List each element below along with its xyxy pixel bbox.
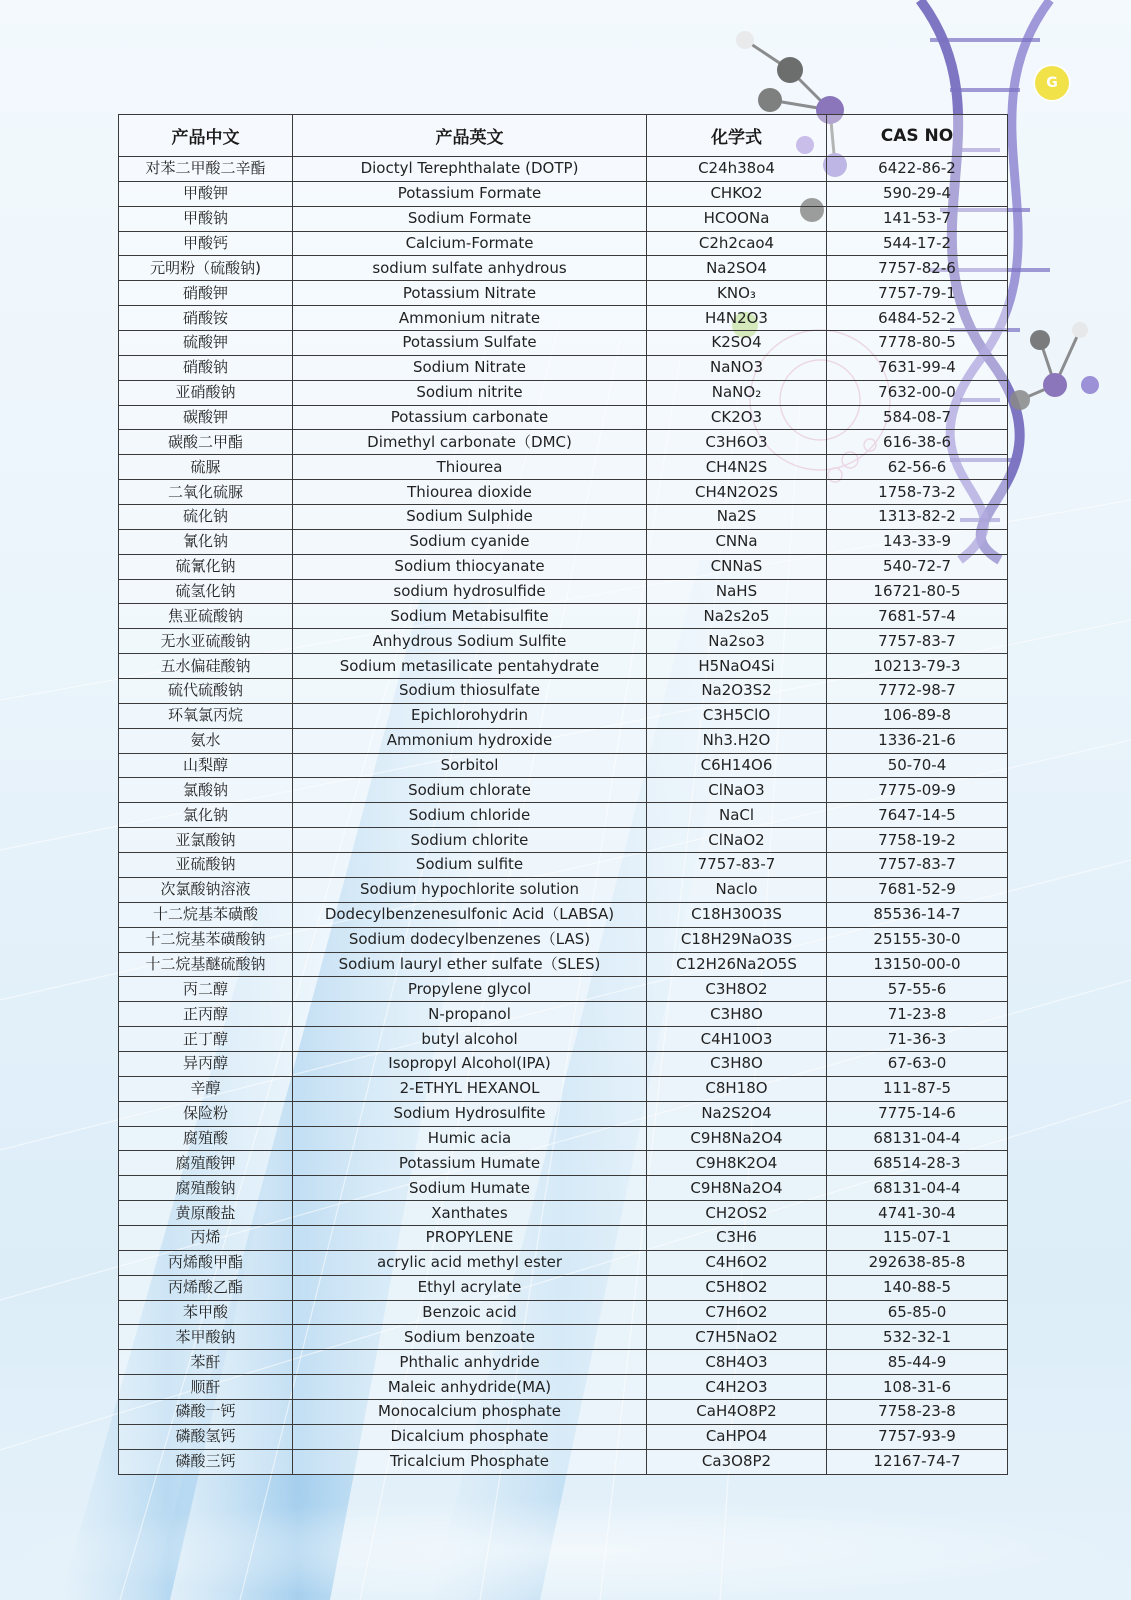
table-row (119, 1325, 1008, 1350)
table-row (119, 380, 1008, 405)
cell-formula: CaHPO4 (647, 1424, 827, 1449)
cell-cas-no: 140-88-5 (827, 1275, 1008, 1300)
cell-cas-no: 7758-23-8 (827, 1399, 1008, 1424)
table-row (119, 1002, 1008, 1027)
cell-formula: Na2O3S2 (647, 679, 827, 704)
table-row (119, 977, 1008, 1002)
table-row (119, 231, 1008, 256)
table-row (119, 1399, 1008, 1424)
table-row (119, 654, 1008, 679)
cell-formula: CH2OS2 (647, 1201, 827, 1226)
cell-formula: C4H10O3 (647, 1027, 827, 1052)
table-row (119, 256, 1008, 281)
header-chinese-name: 产品中文 (119, 115, 293, 157)
cell-formula: Na2so3 (647, 629, 827, 654)
cell-chinese-name: 丙烯酸乙酯 (119, 1275, 293, 1300)
cell-english-name: N-propanol (293, 1002, 647, 1027)
cell-english-name: Potassium Formate (293, 181, 647, 206)
cell-cas-no: 57-55-6 (827, 977, 1008, 1002)
cell-cas-no: 16721-80-5 (827, 579, 1008, 604)
cell-chinese-name: 十二烷基苯磺酸 (119, 902, 293, 927)
cell-english-name: Sodium thiocyanate (293, 554, 647, 579)
cell-chinese-name: 丙二醇 (119, 977, 293, 1002)
cell-english-name: Sodium Sulphide (293, 505, 647, 530)
cell-chinese-name: 腐殖酸钾 (119, 1151, 293, 1176)
cell-chinese-name: 氯化钠 (119, 803, 293, 828)
table-row (119, 703, 1008, 728)
cell-formula: C12H26Na2O5S (647, 952, 827, 977)
cell-english-name: 2-ETHYL HEXANOL (293, 1076, 647, 1101)
cell-cas-no: 6422-86-2 (827, 157, 1008, 182)
cell-cas-no: 7772-98-7 (827, 679, 1008, 704)
header-cas-no: CAS NO (827, 115, 1008, 157)
cell-english-name: Calcium-Formate (293, 231, 647, 256)
cell-chinese-name: 顺酐 (119, 1375, 293, 1400)
cell-cas-no: 71-23-8 (827, 1002, 1008, 1027)
cell-chinese-name: 磷酸三钙 (119, 1449, 293, 1474)
product-table-header (119, 115, 1008, 157)
logo-badge (1035, 66, 1069, 100)
cell-formula: Na2s2o5 (647, 604, 827, 629)
cell-english-name: Potassium carbonate (293, 405, 647, 430)
cell-cas-no: 108-31-6 (827, 1375, 1008, 1400)
cell-english-name: Sodium metasilicate pentahydrate (293, 654, 647, 679)
table-row (119, 1449, 1008, 1474)
cell-formula: C7H6O2 (647, 1300, 827, 1325)
cell-cas-no: 7681-52-9 (827, 877, 1008, 902)
cell-english-name: butyl alcohol (293, 1027, 647, 1052)
table-row (119, 405, 1008, 430)
cell-cas-no: 141-53-7 (827, 206, 1008, 231)
table-row (119, 430, 1008, 455)
cell-english-name: PROPYLENE (293, 1225, 647, 1250)
cell-formula: C3H8O2 (647, 977, 827, 1002)
table-row (119, 1275, 1008, 1300)
cell-formula: C4H6O2 (647, 1250, 827, 1275)
table-row (119, 355, 1008, 380)
cell-cas-no: 13150-00-0 (827, 952, 1008, 977)
cell-cas-no: 10213-79-3 (827, 654, 1008, 679)
table-row (119, 1350, 1008, 1375)
table-row (119, 1250, 1008, 1275)
table-row (119, 1151, 1008, 1176)
cell-chinese-name: 十二烷基醚硫酸钠 (119, 952, 293, 977)
cell-english-name: Sodium Nitrate (293, 355, 647, 380)
cell-formula: ClNaO3 (647, 778, 827, 803)
cell-english-name: Sodium Humate (293, 1176, 647, 1201)
cell-formula: C3H8O (647, 1002, 827, 1027)
cell-formula: CH4N2O2S (647, 480, 827, 505)
cell-english-name: Ethyl acrylate (293, 1275, 647, 1300)
table-row (119, 1300, 1008, 1325)
cell-english-name: Thiourea (293, 455, 647, 480)
product-sheet (118, 114, 1008, 1475)
cell-chinese-name: 硝酸铵 (119, 306, 293, 331)
cell-chinese-name: 黄原酸盐 (119, 1201, 293, 1226)
table-row (119, 604, 1008, 629)
cell-chinese-name: 丙烯酸甲酯 (119, 1250, 293, 1275)
cell-chinese-name: 硝酸钠 (119, 355, 293, 380)
table-row (119, 505, 1008, 530)
cell-chinese-name: 无水亚硫酸钠 (119, 629, 293, 654)
cell-english-name: Isopropyl Alcohol(IPA) (293, 1051, 647, 1076)
logo-badge-letter: G (1046, 75, 1058, 91)
cell-cas-no: 7758-19-2 (827, 828, 1008, 853)
cell-english-name: Thiourea dioxide (293, 480, 647, 505)
table-row (119, 1375, 1008, 1400)
cell-formula: C6H14O6 (647, 753, 827, 778)
cell-cas-no: 85536-14-7 (827, 902, 1008, 927)
cell-cas-no: 85-44-9 (827, 1350, 1008, 1375)
cell-english-name: Sodium cyanide (293, 529, 647, 554)
table-row (119, 1101, 1008, 1126)
cell-chinese-name: 元明粉（硫酸钠) (119, 256, 293, 281)
cell-cas-no: 7757-83-7 (827, 629, 1008, 654)
cell-chinese-name: 苯甲酸 (119, 1300, 293, 1325)
cell-formula: C2h2cao4 (647, 231, 827, 256)
cell-cas-no: 7632-00-0 (827, 380, 1008, 405)
cell-english-name: Monocalcium phosphate (293, 1399, 647, 1424)
cell-english-name: Dicalcium phosphate (293, 1424, 647, 1449)
table-row (119, 1126, 1008, 1151)
cell-english-name: Sodium chlorite (293, 828, 647, 853)
cell-cas-no: 7647-14-5 (827, 803, 1008, 828)
cell-english-name: Sodium hypochlorite solution (293, 877, 647, 902)
cell-formula: Nh3.H2O (647, 728, 827, 753)
cell-cas-no: 62-56-6 (827, 455, 1008, 480)
cell-english-name: sodium sulfate anhydrous (293, 256, 647, 281)
cell-english-name: Dodecylbenzenesulfonic Acid（LABSA) (293, 902, 647, 927)
cell-cas-no: 7757-83-7 (827, 853, 1008, 878)
cell-chinese-name: 硝酸钾 (119, 281, 293, 306)
cell-chinese-name: 次氯酸钠溶液 (119, 877, 293, 902)
table-row (119, 331, 1008, 356)
cell-chinese-name: 硫脲 (119, 455, 293, 480)
table-row (119, 952, 1008, 977)
header-row (119, 115, 1008, 157)
table-row (119, 554, 1008, 579)
cell-formula: C9H8Na2O4 (647, 1126, 827, 1151)
cell-english-name: Epichlorohydrin (293, 703, 647, 728)
table-row (119, 1076, 1008, 1101)
table-row (119, 803, 1008, 828)
cell-english-name: Sodium dodecylbenzenes（LAS) (293, 927, 647, 952)
cell-cas-no: 7775-14-6 (827, 1101, 1008, 1126)
cell-cas-no: 540-72-7 (827, 554, 1008, 579)
cell-english-name: Sodium chloride (293, 803, 647, 828)
cell-cas-no: 143-33-9 (827, 529, 1008, 554)
cell-chinese-name: 苯甲酸钠 (119, 1325, 293, 1350)
cell-english-name: Dioctyl Terephthalate (DOTP) (293, 157, 647, 182)
cell-formula: Na2SO4 (647, 256, 827, 281)
cell-formula: 7757-83-7 (647, 853, 827, 878)
cell-formula: C24h38o4 (647, 157, 827, 182)
cell-english-name: Anhydrous Sodium Sulfite (293, 629, 647, 654)
table-row (119, 902, 1008, 927)
cell-english-name: acrylic acid methyl ester (293, 1250, 647, 1275)
table-row (119, 877, 1008, 902)
cell-cas-no: 68131-04-4 (827, 1126, 1008, 1151)
cell-cas-no: 1336-21-6 (827, 728, 1008, 753)
cell-formula: C8H18O (647, 1076, 827, 1101)
cell-chinese-name: 正丙醇 (119, 1002, 293, 1027)
cell-cas-no: 4741-30-4 (827, 1201, 1008, 1226)
cell-chinese-name: 焦亚硫酸钠 (119, 604, 293, 629)
cell-chinese-name: 二氧化硫脲 (119, 480, 293, 505)
cell-chinese-name: 五水偏硅酸钠 (119, 654, 293, 679)
cell-english-name: Sodium chlorate (293, 778, 647, 803)
cell-formula: C3H6O3 (647, 430, 827, 455)
table-row (119, 206, 1008, 231)
cell-chinese-name: 甲酸钙 (119, 231, 293, 256)
product-table-body (119, 157, 1008, 1475)
table-row (119, 927, 1008, 952)
cell-chinese-name: 硫酸钾 (119, 331, 293, 356)
cell-cas-no: 532-32-1 (827, 1325, 1008, 1350)
cell-formula: C4H2O3 (647, 1375, 827, 1400)
cell-chinese-name: 硫氢化钠 (119, 579, 293, 604)
cell-formula: CNNa (647, 529, 827, 554)
cell-cas-no: 616-38-6 (827, 430, 1008, 455)
cell-english-name: Xanthates (293, 1201, 647, 1226)
table-row (119, 281, 1008, 306)
cell-formula: C5H8O2 (647, 1275, 827, 1300)
cell-chinese-name: 对苯二甲酸二辛酯 (119, 157, 293, 182)
cell-english-name: Tricalcium Phosphate (293, 1449, 647, 1474)
cell-cas-no: 1758-73-2 (827, 480, 1008, 505)
cell-formula: C3H8O (647, 1051, 827, 1076)
cell-formula: CH4N2S (647, 455, 827, 480)
cell-formula: NaNO₂ (647, 380, 827, 405)
cell-english-name: Maleic anhydride(MA) (293, 1375, 647, 1400)
cell-formula: CaH4O8P2 (647, 1399, 827, 1424)
cell-chinese-name: 亚氯酸钠 (119, 828, 293, 853)
cell-chinese-name: 苯酐 (119, 1350, 293, 1375)
cell-english-name: sodium hydrosulfide (293, 579, 647, 604)
cell-formula: H5NaO4Si (647, 654, 827, 679)
cell-english-name: Benzoic acid (293, 1300, 647, 1325)
cell-cas-no: 7757-82-6 (827, 256, 1008, 281)
table-row (119, 753, 1008, 778)
cell-cas-no: 71-36-3 (827, 1027, 1008, 1052)
cell-cas-no: 68131-04-4 (827, 1176, 1008, 1201)
cell-chinese-name: 保险粉 (119, 1101, 293, 1126)
table-row (119, 455, 1008, 480)
table-row (119, 480, 1008, 505)
cell-chinese-name: 环氧氯丙烷 (119, 703, 293, 728)
cell-cas-no: 7757-93-9 (827, 1424, 1008, 1449)
cell-chinese-name: 腐殖酸钠 (119, 1176, 293, 1201)
cell-english-name: Sodium Formate (293, 206, 647, 231)
cell-cas-no: 68514-28-3 (827, 1151, 1008, 1176)
cell-formula: C3H6 (647, 1225, 827, 1250)
table-row (119, 629, 1008, 654)
cell-english-name: Sodium nitrite (293, 380, 647, 405)
cell-formula: KNO₃ (647, 281, 827, 306)
cell-english-name: Propylene glycol (293, 977, 647, 1002)
cell-chinese-name: 硫氰化钠 (119, 554, 293, 579)
cell-formula: HCOONa (647, 206, 827, 231)
cell-cas-no: 292638-85-8 (827, 1250, 1008, 1275)
cell-cas-no: 7681-57-4 (827, 604, 1008, 629)
cell-cas-no: 25155-30-0 (827, 927, 1008, 952)
cell-cas-no: 7757-79-1 (827, 281, 1008, 306)
cell-english-name: Ammonium nitrate (293, 306, 647, 331)
cell-cas-no: 590-29-4 (827, 181, 1008, 206)
cell-chinese-name: 辛醇 (119, 1076, 293, 1101)
table-row (119, 306, 1008, 331)
cell-chinese-name: 氯酸钠 (119, 778, 293, 803)
cell-english-name: Dimethyl carbonate（DMC) (293, 430, 647, 455)
product-table (118, 114, 1008, 1475)
cell-chinese-name: 甲酸钠 (119, 206, 293, 231)
cell-formula: C18H29NaO3S (647, 927, 827, 952)
cell-cas-no: 50-70-4 (827, 753, 1008, 778)
cell-cas-no: 106-89-8 (827, 703, 1008, 728)
table-row (119, 529, 1008, 554)
table-row (119, 679, 1008, 704)
table-row (119, 157, 1008, 182)
cell-cas-no: 115-07-1 (827, 1225, 1008, 1250)
table-row (119, 579, 1008, 604)
cell-chinese-name: 碳酸二甲酯 (119, 430, 293, 455)
cell-formula: Na2S2O4 (647, 1101, 827, 1126)
cell-cas-no: 1313-82-2 (827, 505, 1008, 530)
cell-english-name: Sodium thiosulfate (293, 679, 647, 704)
cell-english-name: Potassium Sulfate (293, 331, 647, 356)
cell-cas-no: 65-85-0 (827, 1300, 1008, 1325)
table-row (119, 1424, 1008, 1449)
cell-formula: H4N2O3 (647, 306, 827, 331)
cell-formula: C9H8K2O4 (647, 1151, 827, 1176)
header-english-name: 产品英文 (293, 115, 647, 157)
table-row (119, 181, 1008, 206)
cell-english-name: Sodium Metabisulfite (293, 604, 647, 629)
cell-english-name: Sodium Hydrosulfite (293, 1101, 647, 1126)
cell-formula: Na2S (647, 505, 827, 530)
cell-formula: NaNO3 (647, 355, 827, 380)
cell-chinese-name: 碳酸钾 (119, 405, 293, 430)
cell-formula: K2SO4 (647, 331, 827, 356)
cell-formula: Ca3O8P2 (647, 1449, 827, 1474)
table-row (119, 778, 1008, 803)
cell-english-name: Humic acia (293, 1126, 647, 1151)
table-row (119, 853, 1008, 878)
cell-formula: C8H4O3 (647, 1350, 827, 1375)
cell-chinese-name: 丙烯 (119, 1225, 293, 1250)
cell-cas-no: 544-17-2 (827, 231, 1008, 256)
table-row (119, 1051, 1008, 1076)
cell-english-name: Sodium sulfite (293, 853, 647, 878)
cell-formula: C7H5NaO2 (647, 1325, 827, 1350)
cell-chinese-name: 磷酸一钙 (119, 1399, 293, 1424)
cell-cas-no: 7778-80-5 (827, 331, 1008, 356)
cell-cas-no: 6484-52-2 (827, 306, 1008, 331)
cell-formula: C9H8Na2O4 (647, 1176, 827, 1201)
cell-english-name: Phthalic anhydride (293, 1350, 647, 1375)
cell-chinese-name: 甲酸钾 (119, 181, 293, 206)
cell-chinese-name: 正丁醇 (119, 1027, 293, 1052)
table-row (119, 728, 1008, 753)
cell-formula: CHKO2 (647, 181, 827, 206)
cell-cas-no: 111-87-5 (827, 1076, 1008, 1101)
cell-chinese-name: 十二烷基苯磺酸钠 (119, 927, 293, 952)
cell-chinese-name: 硫化钠 (119, 505, 293, 530)
cell-chinese-name: 氰化钠 (119, 529, 293, 554)
cell-english-name: Potassium Nitrate (293, 281, 647, 306)
table-row (119, 1201, 1008, 1226)
cell-chinese-name: 磷酸氢钙 (119, 1424, 293, 1449)
header-formula: 化学式 (647, 115, 827, 157)
cell-chinese-name: 山梨醇 (119, 753, 293, 778)
cell-chinese-name: 硫代硫酸钠 (119, 679, 293, 704)
table-row (119, 1027, 1008, 1052)
cell-formula: CK2O3 (647, 405, 827, 430)
cell-english-name: Potassium Humate (293, 1151, 647, 1176)
cell-cas-no: 7775-09-9 (827, 778, 1008, 803)
cell-chinese-name: 氨水 (119, 728, 293, 753)
cell-cas-no: 7631-99-4 (827, 355, 1008, 380)
cell-english-name: Sodium lauryl ether sulfate（SLES) (293, 952, 647, 977)
cell-english-name: Ammonium hydroxide (293, 728, 647, 753)
cell-formula: NaHS (647, 579, 827, 604)
cell-formula: C3H5ClO (647, 703, 827, 728)
cell-formula: ClNaO2 (647, 828, 827, 853)
table-row (119, 1225, 1008, 1250)
cell-formula: NaCl (647, 803, 827, 828)
table-row (119, 828, 1008, 853)
cell-chinese-name: 亚硫酸钠 (119, 853, 293, 878)
cell-english-name: Sodium benzoate (293, 1325, 647, 1350)
cell-formula: C18H30O3S (647, 902, 827, 927)
table-row (119, 1176, 1008, 1201)
cell-chinese-name: 异丙醇 (119, 1051, 293, 1076)
cell-cas-no: 12167-74-7 (827, 1449, 1008, 1474)
cell-chinese-name: 腐殖酸 (119, 1126, 293, 1151)
cell-chinese-name: 亚硝酸钠 (119, 380, 293, 405)
cell-cas-no: 584-08-7 (827, 405, 1008, 430)
cell-formula: Naclo (647, 877, 827, 902)
cell-english-name: Sorbitol (293, 753, 647, 778)
cell-formula: CNNaS (647, 554, 827, 579)
cell-cas-no: 67-63-0 (827, 1051, 1008, 1076)
